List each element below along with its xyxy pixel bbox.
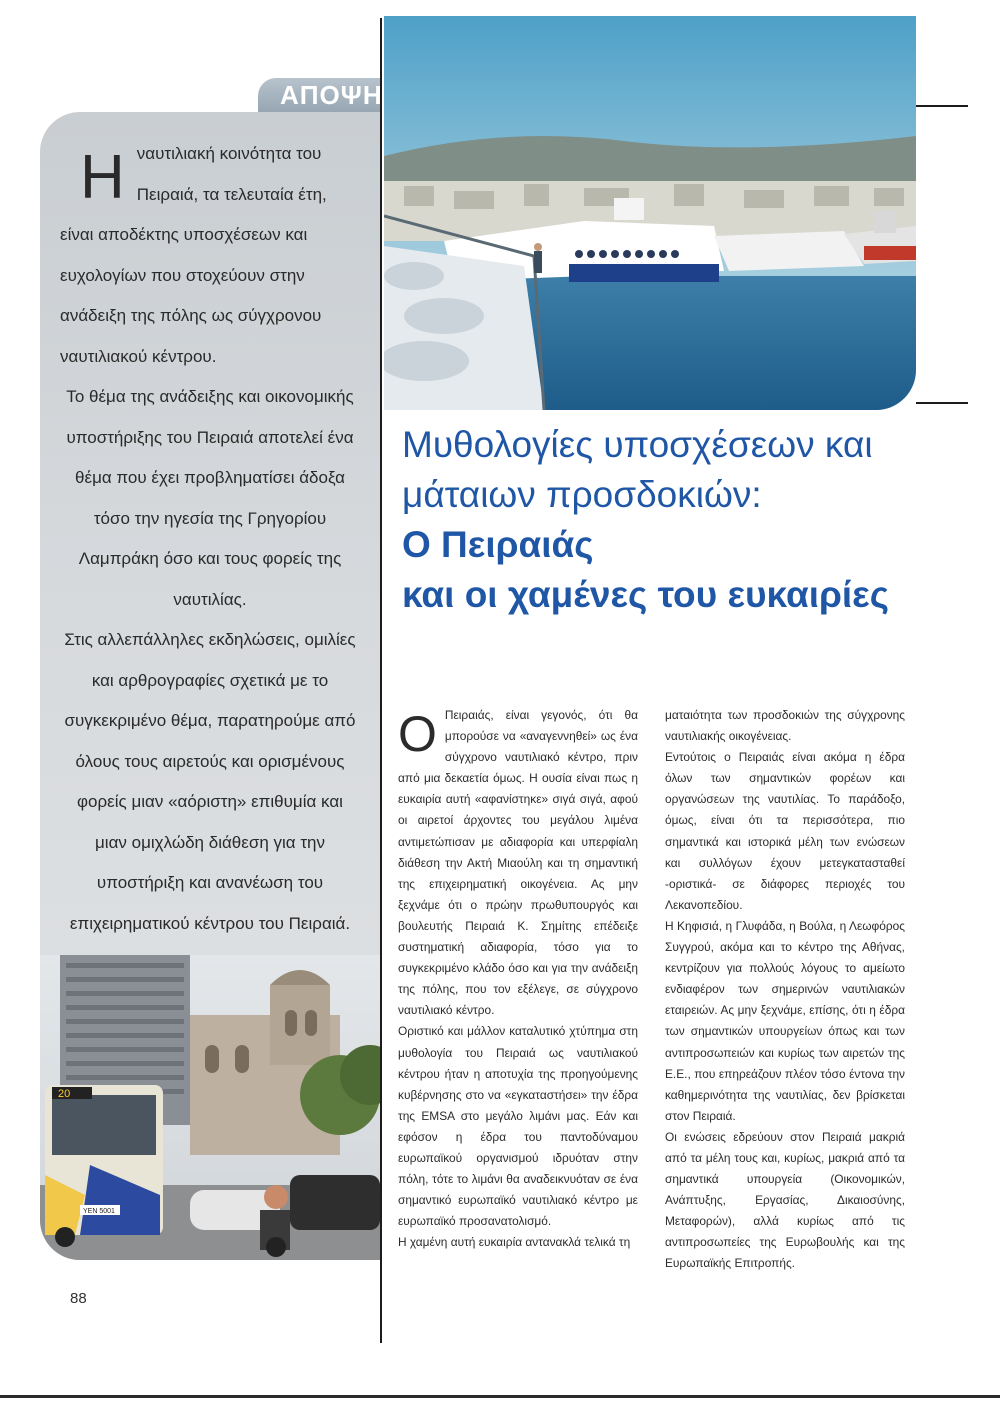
- article-dropcap: Ο: [398, 706, 437, 762]
- page-number: 88: [70, 1290, 87, 1307]
- article-column-right: [665, 705, 905, 1275]
- headline-line: μάταιων προσδοκιών:: [402, 474, 762, 515]
- article-paragraph: Οι ενώσεις εδρεύουν στον Πειραιά μακριά από τα μέλη τους και, κυρίως, μακριά από τα σημαντικά υπουργεία (Οικονομικών, Ανάπτυξης, Εργασίας, Δικαιοσύνης, Μεταφορών), αλλά κυρίως από τις αντιπροσωπείες της Ευρωβουλής και της Ευρωπαϊκής Επιτροπής.: [665, 1129, 905, 1271]
- column-divider: [380, 18, 382, 1343]
- headline-line: Μυθολογίες υποσχέσεων και: [402, 424, 873, 465]
- article-headline: [402, 420, 962, 620]
- sidebar-paragraph: Στις αλλεπάλληλες εκδηλώσεις, ομιλίες και αρθρογραφίες σχετικά με το συγκεκριμένο θέμα, παρατηρούμε από όλους τους αιρετούς και ορισμένους φορείς μιαν «αόριστη» επιθυμία και μιαν ομιχλώδη διάθεση για την υποστήριξη και ανανέωση του επιχειρηματικού κέντρου του Πειραιά.: [64, 630, 356, 933]
- article-paragraph: Εντούτοις ο Πειραιάς είναι ακόμα η έδρα όλων των σημαντικών φορέων και οργανώσεων της ναυτιλίας. Το παράδοξο, όμως, είναι ότι τα περισσότερα, πιο σημαντικά και ιστορικά μέλη των ενώσεων και συλλόγων έχουν μετεγκατασταθεί -οριστικά- σε διάφορες περιοχές του Λεκανοπεδίου.: [665, 750, 905, 912]
- article-paragraph: Ο Πειραιάς, είναι γεγονός, ότι θα μπορούσε να «αναγεννηθεί» ως ένα σύγχρονο ναυτιλιακό κέντρο, πριν από μια δεκαετία όμως. Η ουσία είναι πως η ευκαιρία αυτή «αφανίστηκε» σιγά σιγά, αφού οι αιρετοί άρχοντες του μεγάλου λιμένα αντιμετώπισαν με αδιαφορία και υπερφίαλη διάθεση την Ακτή Μιαούλη και τη σημαντική της επιχειρηματική οικογένεια. Ας μην ξεχνάμε ότι ο πρώην πρωθυπουργός και βουλευτής Πειραιά Κ. Σημίτης επέδειξε συστηματική αδιαφορία, τόσο για το συγκεκριμένο κλάδο όσο και για την ανάδειξη της πόλης, που τον εξέλεγε, σε σύγχρονο ναυτιλιακό κέντρο.: [398, 706, 638, 1018]
- article-paragraph: Η Κηφισιά, η Γλυφάδα, η Βούλα, η Λεωφόρος Συγγρού, ακόμα και το κέντρο της Αθήνας, κεντρίζουν για πολλούς λόγους το αμείωτο ενδιαφέρον των σημερινών ναυτιλιακών εταιρειών. Ας μην ξεχνάμε, επίσης, ότι η έδρα των σημαντικών υπουργείων όπως και των αντιπροσωπειών και κυρίως των αιρετών της Ε.Ε., που επηρεάζουν πλέον τόσο έντονα την καθημερινότητα της ναυτιλίας, δεν βρίσκεται στον Πειραιά.: [665, 918, 905, 1123]
- bottom-rule: [0, 1395, 1000, 1398]
- top-right-rule: [916, 105, 968, 107]
- sidebar-paragraph: Το θέμα της ανάδειξης και οικονομικής υποστήριξης του Πειραιά αποτελεί ένα θέμα που έχει προβληματίσει άδοξα τόσο την ηγεσία της Γρηγορίου Λαμπράκη όσο και τους φορείς της ναυτιλίας.: [66, 387, 354, 609]
- piraeus-port-photo: [384, 16, 916, 410]
- article-paragraph: Οριστικό και μάλλον καταλυτικό χτύπημα στη μυθολογία του Πειραιά ως ναυτιλιακού κέντρου ήταν η αποτυχία της προηγούμενης κυβέρνησης στο να «εγκαταστήσει» την έδρα της EMSA στο μεγάλο λιμάνι μας. Εάν και εφόσον η έδρα του παντοδύναμου ευρωπαϊκού οργανισμού ιδρυόταν στην πόλη, τότε το λιμάνι θα αναδεικνυόταν σε ένα σημαντικό ευρωπαϊκό ναυτιλιακό κέντρο με ευρωπαϊκό προσανατολισμό.: [398, 1024, 638, 1229]
- article-paragraph: Η χαμένη αυτή ευκαιρία αντανακλά τελικά τη: [398, 1235, 631, 1250]
- port-illustration: [384, 16, 916, 410]
- bus-plate: ΥΕΝ 5001: [83, 1208, 115, 1215]
- article-paragraph: ματαιότητα των προσδοκιών της σύγχρονης ναυτιλιακής οικογένειας.: [665, 708, 905, 744]
- headline-line-bold: και οι χαμένες του ευκαιρίες: [402, 574, 889, 615]
- piraeus-street-photo: [40, 955, 380, 1260]
- street-illustration: [40, 955, 380, 1260]
- section-label: ΑΠΟΨΗ: [280, 80, 383, 110]
- headline-line-bold: Ο Πειραιάς: [402, 524, 594, 565]
- sidebar-dropcap: Η: [80, 143, 125, 212]
- bus-route-number: 20: [58, 1088, 71, 1100]
- sidebar-text: [60, 134, 360, 944]
- mid-right-rule: [916, 402, 968, 404]
- sidebar-paragraph: Η ναυτιλιακή κοινότητα του Πειραιά, τα τελευταία έτη, είναι αποδέκτης υποσχέσεων και ευχολογίων που στοχεύουν στην ανάδειξη της πόλης ως σύγχρονου ναυτιλιακού κέντρου.: [60, 143, 327, 366]
- article-column-left: [398, 705, 638, 1253]
